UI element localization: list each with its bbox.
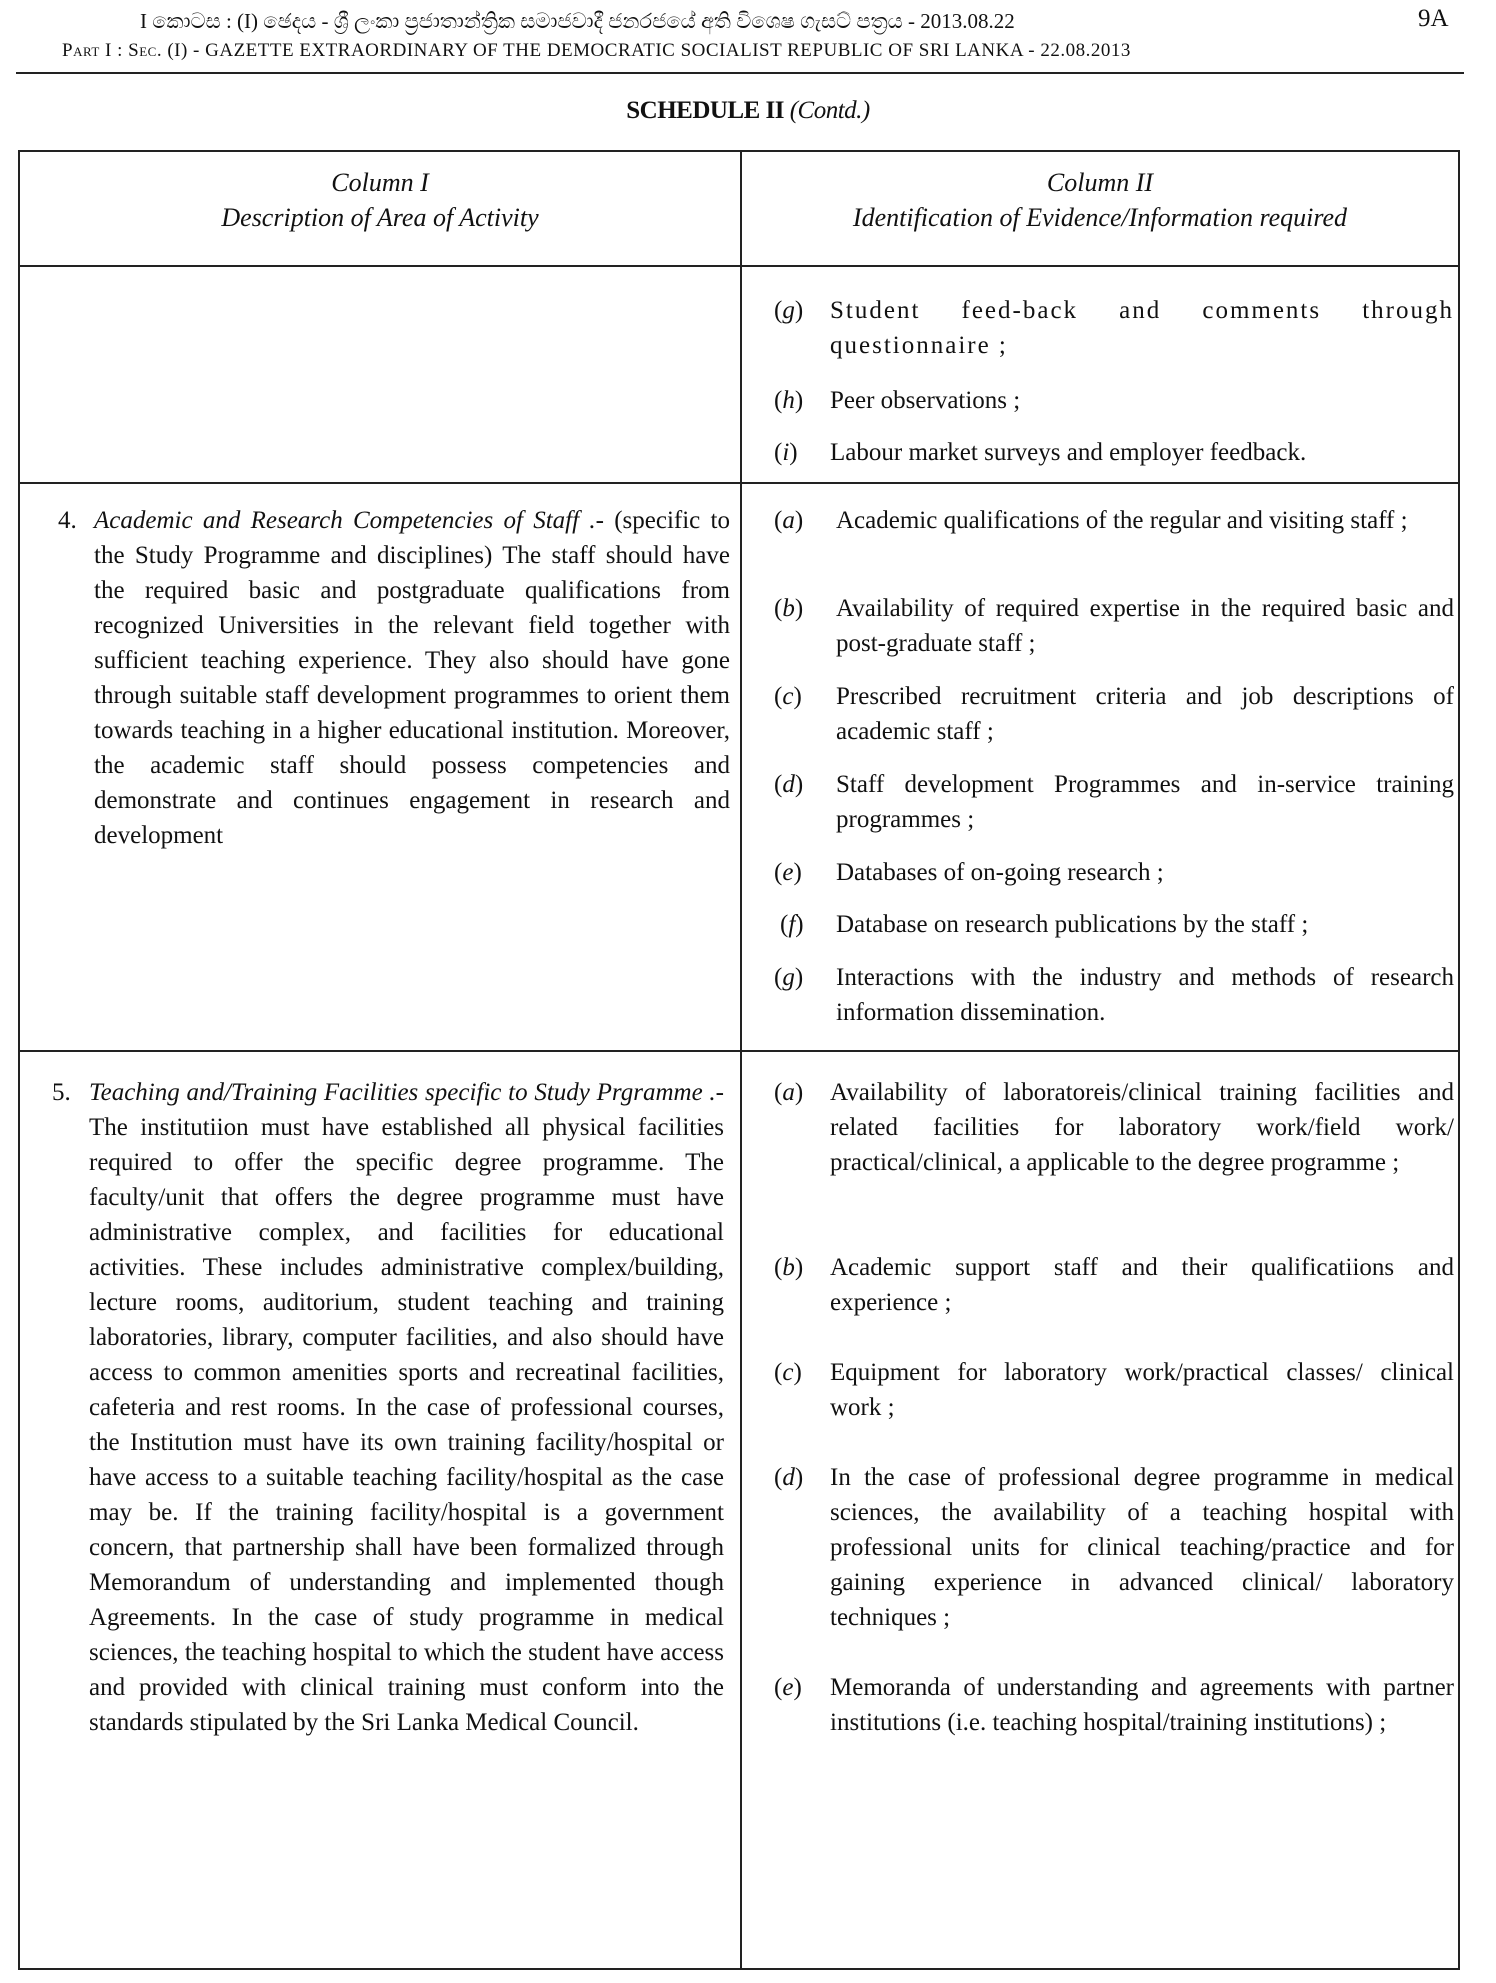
row-divider-2 [18,1050,1460,1052]
item-label-letter: f [788,911,796,938]
item-label-letter: e [782,1674,794,1701]
row4-body: (specific to the Study Programme and disciplines) The staff should have the required basic and postgraduate qualifications from recognized Universities in the relevant field together with sufficient teaching experience. They also should have gone through suitable staff development programmes to orient them towards teaching in a higher educational institution. Moreover, the academic staff should possess competencies and demonstrate and continues engagement in research and development [94,507,730,849]
item-text: Interactions with the industry and methods of research information dissemination. [836,964,1454,1026]
row5-item-b [774,1250,1454,1320]
row0-item-i [774,435,1454,470]
item-label: (c) [774,1359,802,1386]
item-label-letter: b [782,595,795,622]
item-text: Availability of laboratoreis/clinical training facilities and related facilities for laboratory work/field work/ practical/clinical, a applicable to the degree programme ; [830,1079,1454,1176]
row4-item-g [774,960,1454,1030]
row4-item-c [774,679,1454,749]
row-divider-1 [18,482,1460,484]
item-label: (i) [774,439,798,466]
schedule-title [0,96,1496,126]
item-label-letter: h [782,387,795,414]
item-label-letter: a [782,1079,795,1106]
item-label: (d) [774,771,804,798]
item-label-letter: g [782,297,795,324]
item-label-letter: i [782,439,790,466]
row5-description [52,1075,724,1740]
schedule-name: SCHEDULE II [626,97,784,124]
column-i-subtitle: Description of Area of Activity [221,203,539,232]
row4-description [58,503,730,853]
item-label-letter: d [782,771,795,798]
row4-item-f [774,907,1454,942]
item-label-letter: a [782,507,795,534]
item-text: Databases of on-going research ; [836,859,1164,886]
row4-number: 4. [58,507,77,534]
item-label: (b) [774,595,804,622]
page-number: 9A [1418,5,1449,32]
row4-title: Academic and Research Competencies of Staff .- [94,507,604,534]
english-header-line [62,38,1402,64]
column-ii-title: Column II [1046,168,1154,197]
part-label: Part I : Sec. [62,40,163,61]
column-divider [740,150,742,1970]
row0-item-h [774,383,1454,418]
item-text: Peer observations ; [830,387,1021,414]
row4-item-a [774,503,1454,538]
item-label: (g) [774,964,804,991]
column-i-title: Column I [331,168,429,197]
row5-item-e [774,1670,1454,1740]
item-text: Labour market surveys and employer feedback. [830,439,1307,466]
english-header-text: (I) - GAZETTE EXTRAORDINARY OF THE DEMOCRATIC SOCIALIST REPUBLIC OF SRI LANKA - 22.08.2013 [167,40,1131,61]
item-text: Prescribed recruitment criteria and job descriptions of academic staff ; [836,683,1454,745]
item-text: Academic qualifications of the regular and visiting staff ; [836,507,1408,534]
row5-item-c [774,1355,1454,1425]
item-text: Student feed-back and comments through questionnaire ; [830,297,1454,359]
item-label-letter: d [782,1464,795,1491]
item-label: (a) [774,507,804,534]
row0-item-g [774,293,1454,363]
item-label: (g) [774,297,804,324]
row4-item-d [774,767,1454,837]
row4-item-e [774,855,1454,890]
item-label-letter: e [782,859,794,886]
header-rule [16,72,1464,74]
item-text: Availability of required expertise in the required basic and post-graduate staff ; [836,595,1454,657]
item-label-letter: c [782,1359,794,1386]
item-label: (e) [774,859,802,886]
item-label: (h) [774,387,804,414]
item-text: Database on research publications by the staff ; [836,911,1309,938]
column-ii-subtitle: Identification of Evidence/Information required [852,203,1348,232]
item-label-letter: g [782,964,795,991]
schedule-contd: (Contd.) [789,97,870,124]
item-label-letter: c [782,683,794,710]
item-label-letter: b [782,1254,795,1281]
item-label: (c) [774,683,802,710]
row5-text [89,1075,724,1740]
row5-title: Teaching and/Training Facilities specific to Study Prgramme .- [89,1079,724,1106]
sinhala-header-line: I කොටස : (I) ඡෙදය - ශ්‍රී ලංකා ප්‍රජාතාන්ත්‍රික සමාජවාදී ජනරජයේ අති විශෙෂ ගැසට් පත්‍රය - 2013.08.22 [140,9,1015,33]
row5-body: The institutiion must have established all physical facilities required to offer the specific degree programme. The faculty/unit that offers the degree programme must have administrative complex, and facilities for educational activities. These includes administrative complex/building, lecture rooms, auditorium, student teaching and training laboratories, library, computer facilities, and also should have access to common amenities sports and recreatinal facilities, cafeteria and rest rooms. In the case of professional courses, the Institution must have its own training facility/hospital or have access to a suitable teaching facility/hospital as the case may be. If the training facility/hospital is a government concern, that partnership shall have been formalized through Memorandum of understanding and implemented though Agreements. In the case of study programme in medical sciences, the teaching hospital to which the student have access and provided with clinical training must conform into the standards stipulated by the Sri Lanka Medical Council. [89,1114,724,1736]
item-text: Equipment for laboratory work/practical classes/ clinical work ; [830,1359,1454,1421]
row4-item-b [774,591,1454,661]
column-ii-heading [742,165,1458,235]
item-label: (d) [774,1464,804,1491]
item-text: Academic support staff and their qualificatiions and experience ; [830,1254,1454,1316]
item-label: (b) [774,1254,804,1281]
item-text: Memoranda of understanding and agreements with partner institutions (i.e. teaching hospital/training institutions) ; [830,1674,1454,1736]
row5-item-d [774,1460,1454,1635]
header-row-divider [18,265,1460,267]
item-text: In the case of professional degree programme in medical sciences, the availability of a teaching hospital with professional units for clinical teaching/practice and for gaining experience in advanced clinical/ laboratory techniques ; [830,1464,1454,1631]
row5-number: 5. [52,1079,71,1106]
column-i-heading [20,165,740,235]
row4-text [94,503,730,853]
item-label: (a) [774,1079,804,1106]
item-label: (e) [774,1674,802,1701]
item-text: Staff development Programmes and in-service training programmes ; [836,771,1454,833]
item-label: (f) [780,911,804,938]
row5-item-a [774,1075,1454,1180]
